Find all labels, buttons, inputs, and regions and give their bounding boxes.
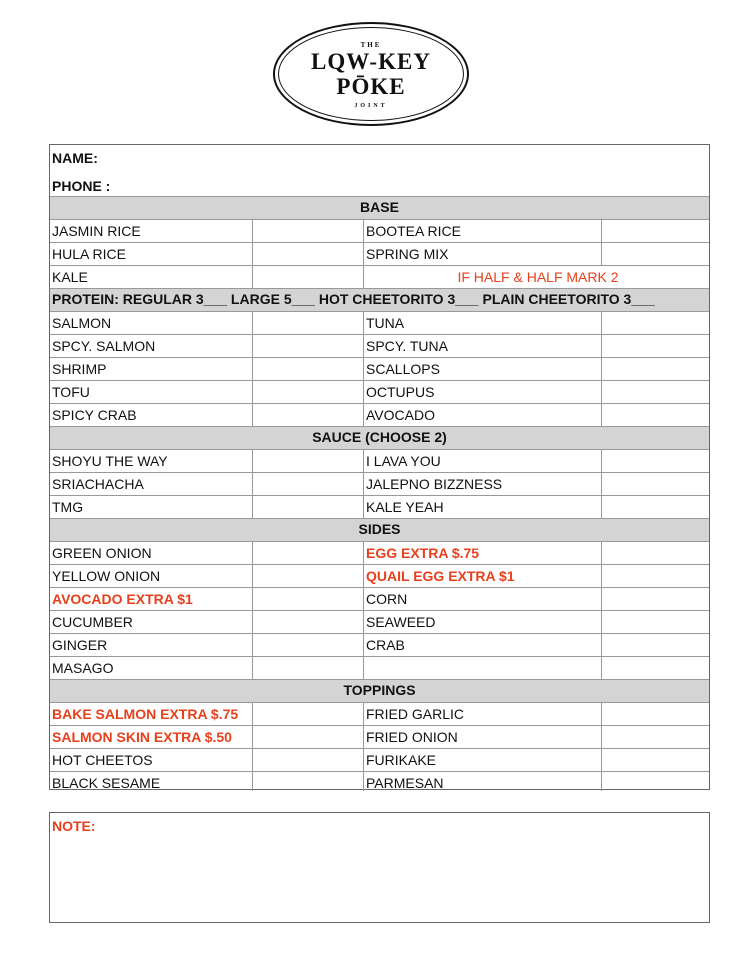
option-mark-box[interactable] <box>601 243 711 265</box>
order-form <box>49 144 710 790</box>
option-mark-box[interactable] <box>601 565 711 587</box>
table-row <box>50 771 709 791</box>
table-row <box>50 702 709 725</box>
half-and-half-note: IF HALF & HALF MARK 2 <box>363 266 712 288</box>
protein-header: PROTEIN: REGULAR 3___ LARGE 5___ HOT CHEETORITO 3___ PLAIN CHEETORITO 3___ <box>50 288 709 311</box>
option-mark-box[interactable] <box>601 381 711 403</box>
option-label: SEAWEED <box>363 611 601 633</box>
option-mark-box[interactable] <box>252 312 363 334</box>
logo-the: THE <box>360 41 382 49</box>
option-label: GREEN ONION <box>52 545 152 561</box>
option-label: KALE YEAH <box>363 496 601 518</box>
sides-header: SIDES <box>50 518 709 541</box>
option-label-extra: QUAIL EGG EXTRA $1 <box>363 565 601 587</box>
option-label <box>363 657 601 679</box>
table-row <box>50 219 709 242</box>
table-row <box>50 587 709 610</box>
name-field[interactable]: NAME: <box>52 150 98 166</box>
option-label: MASAGO <box>52 660 114 676</box>
table-row <box>50 311 709 334</box>
table-row <box>50 564 709 587</box>
option-label: JASMIN RICE <box>52 223 141 239</box>
note-box[interactable] <box>49 812 710 923</box>
option-label: BLACK SESAME <box>52 775 161 791</box>
option-mark-box[interactable] <box>601 496 711 518</box>
note-label: NOTE: <box>52 818 96 834</box>
option-mark-box[interactable] <box>252 726 363 748</box>
option-label-extra: AVOCADO EXTRA $1 <box>52 591 193 607</box>
option-mark-box[interactable] <box>252 657 363 679</box>
option-label: FRIED GARLIC <box>363 703 601 725</box>
option-label: I LAVA YOU <box>363 450 601 472</box>
option-mark-box[interactable] <box>252 243 363 265</box>
logo <box>273 22 469 126</box>
table-row <box>50 633 709 656</box>
option-label: CRAB <box>363 634 601 656</box>
table-row <box>50 610 709 633</box>
option-label: AVOCADO <box>363 404 601 426</box>
option-mark-box[interactable] <box>601 611 711 633</box>
option-mark-box[interactable] <box>601 312 711 334</box>
option-label: JALEPNO BIZZNESS <box>363 473 601 495</box>
option-mark-box[interactable] <box>601 588 711 610</box>
option-label: SHOYU THE WAY <box>52 453 168 469</box>
option-label: SPICY CRAB <box>52 407 137 423</box>
option-mark-box[interactable] <box>252 703 363 725</box>
option-label: SALMON <box>52 315 112 331</box>
option-label: SPRING MIX <box>363 243 601 265</box>
option-label: HOT CHEETOS <box>52 752 153 768</box>
option-mark-box[interactable] <box>252 335 363 357</box>
option-mark-box[interactable] <box>252 266 363 288</box>
option-mark-box[interactable] <box>601 657 711 679</box>
table-row <box>50 748 709 771</box>
option-mark-box[interactable] <box>601 749 711 771</box>
table-row <box>50 472 709 495</box>
option-mark-box[interactable] <box>252 358 363 380</box>
table-row <box>50 495 709 518</box>
sauce-header: SAUCE (CHOOSE 2) <box>50 426 709 449</box>
option-mark-box[interactable] <box>601 703 711 725</box>
option-label: TUNA <box>363 312 601 334</box>
option-label: HULA RICE <box>52 246 126 262</box>
option-mark-box[interactable] <box>601 634 711 656</box>
option-mark-box[interactable] <box>601 450 711 472</box>
option-mark-box[interactable] <box>252 588 363 610</box>
option-mark-box[interactable] <box>601 404 711 426</box>
option-mark-box[interactable] <box>252 473 363 495</box>
table-row <box>50 265 709 288</box>
option-label: PARMESAN <box>363 772 601 791</box>
option-label-extra: EGG EXTRA $.75 <box>363 542 601 564</box>
option-label: TOFU <box>52 384 90 400</box>
option-mark-box[interactable] <box>252 404 363 426</box>
logo-joint: JOINT <box>354 103 388 109</box>
option-mark-box[interactable] <box>601 772 711 791</box>
table-row <box>50 541 709 564</box>
option-label: SRIACHACHA <box>52 476 144 492</box>
option-label: KALE <box>52 269 88 285</box>
table-row <box>50 656 709 679</box>
option-label: SCALLOPS <box>363 358 601 380</box>
option-label: GINGER <box>52 637 108 653</box>
option-mark-box[interactable] <box>601 726 711 748</box>
option-mark-box[interactable] <box>601 220 711 242</box>
table-row <box>50 357 709 380</box>
table-row <box>50 725 709 748</box>
customer-info <box>50 145 709 196</box>
table-row <box>50 334 709 357</box>
option-mark-box[interactable] <box>252 542 363 564</box>
logo-line1: LQW-KEY <box>311 49 431 74</box>
option-mark-box[interactable] <box>252 611 363 633</box>
option-label: FRIED ONION <box>363 726 601 748</box>
option-mark-box[interactable] <box>601 358 711 380</box>
phone-field[interactable]: PHONE : <box>52 178 111 194</box>
option-mark-box[interactable] <box>252 634 363 656</box>
option-label-extra: BAKE SALMON EXTRA $.75 <box>52 706 239 722</box>
option-label: SPCY. SALMON <box>52 338 156 354</box>
option-label-extra: SALMON SKIN EXTRA $.50 <box>52 729 232 745</box>
logo-line2: PŌKE <box>336 74 406 99</box>
option-label: SHRIMP <box>52 361 107 377</box>
option-mark-box[interactable] <box>252 496 363 518</box>
table-row <box>50 242 709 265</box>
option-mark-box[interactable] <box>252 565 363 587</box>
option-label: CORN <box>363 588 601 610</box>
table-row <box>50 380 709 403</box>
table-row <box>50 449 709 472</box>
option-mark-box[interactable] <box>252 381 363 403</box>
option-label: YELLOW ONION <box>52 568 161 584</box>
option-mark-box[interactable] <box>252 749 363 771</box>
option-mark-box[interactable] <box>252 450 363 472</box>
option-mark-box[interactable] <box>601 335 711 357</box>
base-header: BASE <box>50 196 709 219</box>
option-label: OCTUPUS <box>363 381 601 403</box>
option-mark-box[interactable] <box>252 220 363 242</box>
option-label: SPCY. TUNA <box>363 335 601 357</box>
option-label: FURIKAKE <box>363 749 601 771</box>
option-mark-box[interactable] <box>601 473 711 495</box>
toppings-header: TOPPINGS <box>50 679 709 702</box>
table-row <box>50 403 709 426</box>
option-mark-box[interactable] <box>601 542 711 564</box>
option-label: TMG <box>52 499 84 515</box>
option-mark-box[interactable] <box>252 772 363 791</box>
option-label: BOOTEA RICE <box>363 220 601 242</box>
option-label: CUCUMBER <box>52 614 133 630</box>
